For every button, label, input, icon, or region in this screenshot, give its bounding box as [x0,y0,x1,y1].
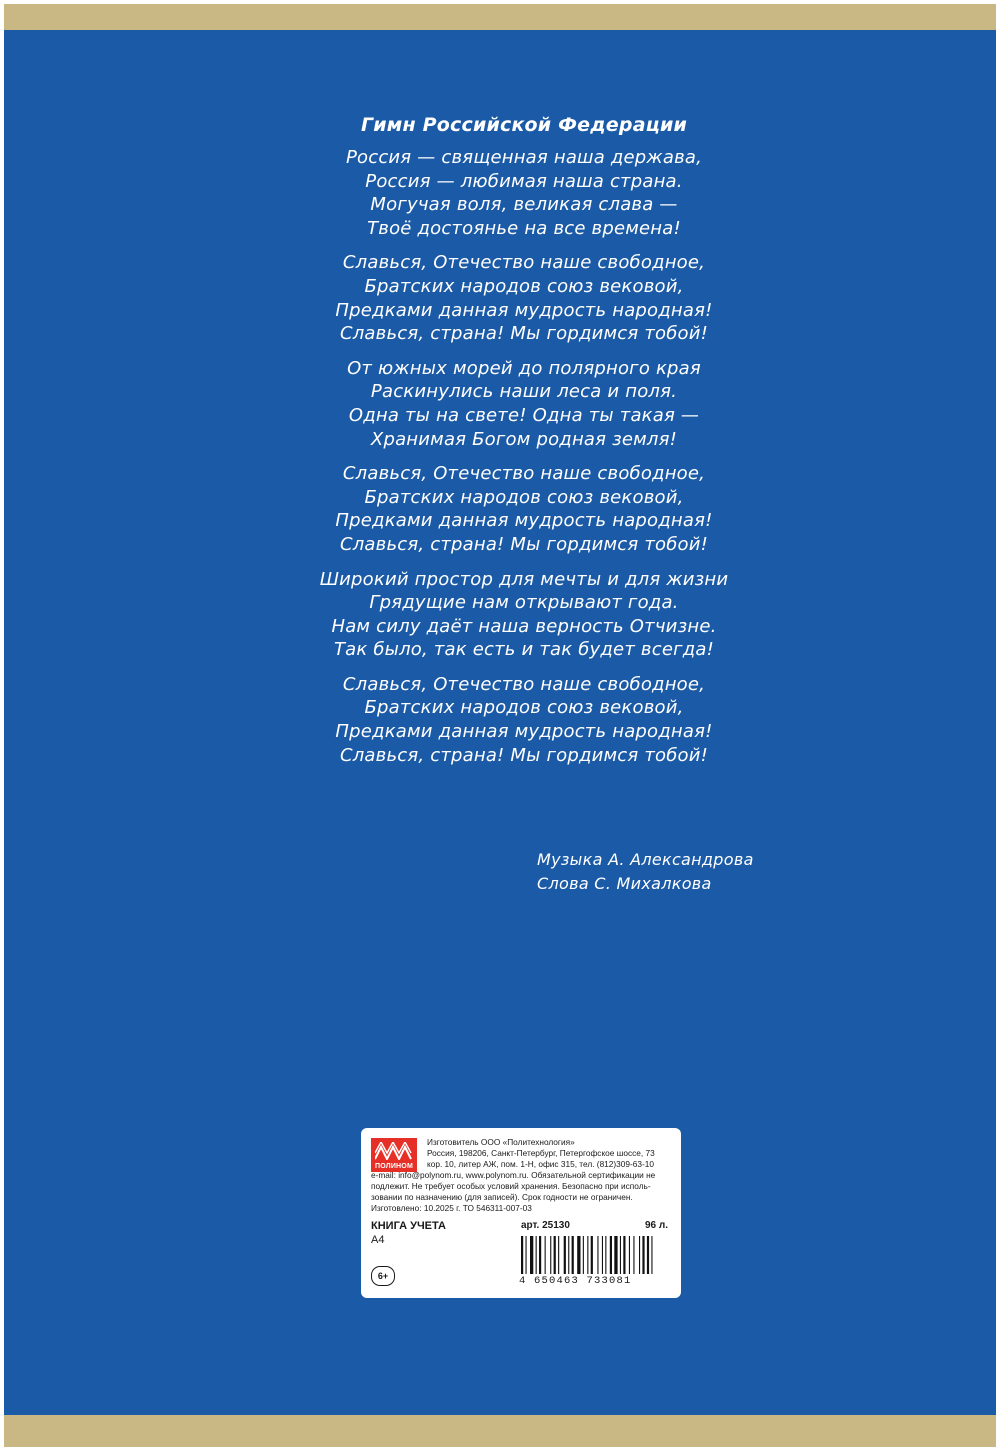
lyrics-credit: Слова С. Михалкова [537,874,712,893]
barcode-bar [558,1236,559,1274]
barcode-bar [539,1236,541,1274]
anthem-line: Славься, Отечество наше свободное, [342,252,706,274]
manufacturer-line: кор. 10, литер АЖ, пом. 1-Н, офис 315, тел. (812)309-63-10 [427,1159,654,1170]
barcode-digits: 4 650463 733081 [519,1275,632,1287]
anthem-line: Славься, Отечество наше свободное, [342,673,706,695]
anthem-stanza [4,673,1000,767]
barcode-bar [550,1236,551,1274]
anthem-line: Славься, страна! Мы гордимся тобой! [339,744,709,766]
anthem-line: Славься, Отечество наше свободное, [342,463,706,485]
anthem-block [4,114,1000,778]
barcode-bar [530,1236,533,1274]
anthem-stanzas [4,146,1000,767]
barcode-bar [610,1236,612,1274]
barcode-bar [568,1236,569,1274]
anthem-line: Братских народов союз вековой, [364,486,684,508]
barcode-bar [583,1236,584,1274]
anthem-line: Братских народов союз вековой, [364,697,684,719]
anthem-line: От южных морей до полярного края [347,357,701,379]
anthem-stanza [4,568,1000,662]
barcode-bar [614,1236,617,1274]
product-name: КНИГА УЧЕТА [371,1220,446,1232]
anthem-credits [537,848,754,896]
barcode-bar [602,1236,603,1274]
anthem-line: Широкий простор для мечты и для жизни [319,568,729,590]
barcode-bar [526,1236,527,1274]
barcode-bar [597,1236,598,1274]
barcode-bar [564,1236,566,1274]
anthem-line: Хранимая Богом родная земля! [370,428,678,450]
product-label [361,1128,681,1298]
anthem-line: Твоё достоянье на все времена! [367,217,681,239]
barcode-bar [591,1236,593,1274]
manufacturer-line: зовании по назначению (для записей). Срок годности не ограничен. [371,1192,633,1203]
manufacturer-line: Изготовитель ООО «Политехнология» [427,1137,575,1147]
anthem-line: Предками данная мудрость народная! [335,721,713,743]
barcode-bar [623,1236,625,1274]
barcode-bar [642,1236,644,1274]
anthem-line: Раскинулись наши леса и поля. [370,381,678,403]
sheet-count: 96 л. [645,1220,669,1231]
logo-mark-icon [375,1142,413,1160]
manufacturer-line: Россия, 198206, Санкт-Петербург, Петергофское шоссе, 73 [427,1148,655,1159]
anthem-title: Гимн Российской Федерации [360,114,688,136]
anthem-line: Могучая воля, великая слава — [370,194,678,216]
barcode-bar [545,1236,546,1274]
product-format: А4 [371,1234,385,1246]
anthem-line: Так было, так есть и так будет всегда! [333,639,715,661]
anthem-stanza [4,462,1000,556]
manufacturer-info-extra [371,1170,676,1214]
anthem-line: Нам силу даёт наша верность Отчизне. [331,615,717,637]
anthem-stanza [4,146,1000,240]
anthem-line: Одна ты на свете! Одна ты такая — [348,404,700,426]
music-credit: Музыка А. Александрова [537,850,754,869]
manufacturer-line: e-mail: info@polynom.ru, www.polynom.ru. Обязательной сертификации не [371,1170,656,1180]
barcode-bar [605,1236,606,1274]
anthem-line: Предками данная мудрость народная! [335,510,713,532]
barcode-bar [577,1236,580,1274]
anthem-stanza [4,357,1000,451]
anthem-line: Славься, страна! Мы гордимся тобой! [339,533,709,555]
barcode-bar [521,1236,523,1274]
barcode-bar [620,1236,621,1274]
age-rating-badge: 6+ [371,1266,395,1286]
anthem-line: Россия — священная наша держава, [345,147,703,168]
anthem-line: Грядущие нам открывают года. [369,592,679,614]
barcode-bar [633,1236,634,1274]
anthem-line: Предками данная мудрость народная! [335,299,713,321]
barcode-bar [629,1236,630,1274]
barcode-icon [519,1236,669,1274]
anthem-line: Россия — любимая наша страна. [365,170,683,192]
barcode-bar [651,1236,652,1274]
anthem-line: Славься, страна! Мы гордимся тобой! [339,323,709,345]
logo-text: ПОЛИНОМ [375,1163,413,1170]
barcode-bar [647,1236,649,1274]
manufacturer-info [427,1137,675,1170]
anthem-stanza [4,251,1000,345]
barcode-bar [554,1236,556,1274]
manufacturer-line: подлежит. Не требует особых условий хранения. Безопасно при исполь- [371,1181,651,1192]
barcode-bar [587,1236,588,1274]
manufacturer-line: Изготовлено: 10.2025 г. ТО 546311-007-03 [371,1203,532,1214]
barcode-bar [536,1236,537,1274]
article-number: арт. 25130 [521,1220,570,1231]
barcode-bar [639,1236,640,1274]
polynom-logo [371,1138,417,1172]
barcode-bar [572,1236,574,1274]
anthem-line: Братских народов союз вековой, [364,275,684,297]
